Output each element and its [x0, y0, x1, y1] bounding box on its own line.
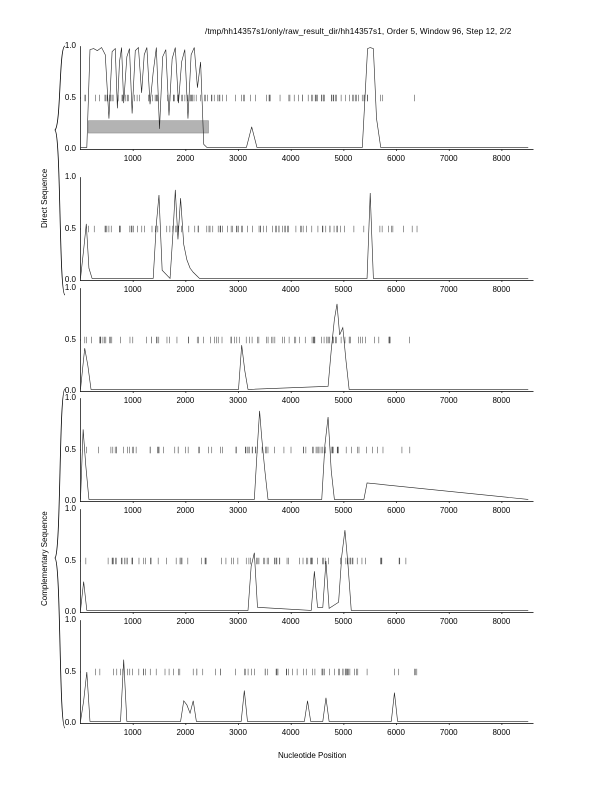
y-tick-label: 1.0: [64, 615, 76, 624]
x-tick-label: 2000: [176, 506, 195, 515]
y-tick-label: 0.0: [64, 144, 76, 153]
x-tick-label: 7000: [439, 396, 458, 405]
y-tick-label: 1.0: [64, 172, 76, 181]
y-tick-label: 0.5: [64, 223, 76, 233]
y-tick-label: 1.0: [64, 393, 76, 402]
x-tick-label: 3000: [229, 285, 247, 294]
x-tick-label: 1000: [123, 728, 142, 737]
x-tick-label: 5000: [334, 154, 353, 163]
x-tick-label: 8000: [492, 154, 511, 163]
y-tick-label: 1.0: [64, 283, 76, 292]
x-tick-label: 2000: [176, 154, 195, 163]
x-tick-label: 5000: [334, 396, 353, 405]
figure-title: /tmp/hh14357s1/only/raw_result_dir/hh14357s1, Order 5, Window 96, Step 12, 2/2: [205, 27, 512, 36]
y-axis-label-complementary: Complementary Sequence: [40, 511, 49, 606]
x-tick-label: 1000: [123, 396, 142, 405]
x-tick-label: 7000: [439, 617, 458, 626]
x-tick-label: 3000: [229, 506, 247, 515]
x-tick-label: 6000: [387, 728, 405, 737]
x-tick-label: 3000: [229, 617, 247, 626]
x-axis-label: Nucleotide Position: [278, 751, 347, 760]
x-tick-label: 6000: [387, 617, 405, 626]
x-tick-label: 8000: [492, 617, 511, 626]
x-tick-label: 6000: [387, 396, 405, 405]
x-tick-label: 6000: [387, 154, 405, 163]
y-axis-label-direct: Direct Sequence: [40, 168, 49, 228]
plot-panel-3: [80, 288, 535, 393]
x-tick-label: 3000: [229, 154, 247, 163]
series-line: [81, 530, 529, 610]
y-tick-label: 0.5: [64, 666, 76, 676]
x-tick-label: 2000: [176, 396, 195, 405]
y-tick-label: 0.5: [64, 92, 76, 102]
x-tick-label: 8000: [492, 396, 511, 405]
series-line: [81, 304, 529, 389]
x-tick-label: 4000: [281, 285, 300, 294]
orf-region-bar: [88, 121, 208, 133]
x-tick-label: 5000: [334, 617, 353, 626]
x-tick-label: 2000: [176, 617, 195, 626]
series-line: [81, 660, 529, 722]
y-tick-label: 0.0: [64, 275, 76, 284]
plot-panel-4: [80, 398, 535, 503]
x-tick-label: 6000: [387, 285, 405, 294]
y-tick-label: 0.0: [64, 496, 76, 505]
series-line: [81, 411, 529, 500]
y-tick-label: 0.5: [64, 444, 76, 454]
x-tick-label: 4000: [281, 154, 300, 163]
x-tick-label: 8000: [492, 728, 511, 737]
x-tick-label: 7000: [439, 506, 458, 515]
x-tick-label: 8000: [492, 285, 511, 294]
plot-panel-6: [80, 620, 535, 725]
x-tick-label: 5000: [334, 285, 353, 294]
y-tick-label: 0.5: [64, 555, 76, 565]
y-tick-label: 1.0: [64, 504, 76, 513]
x-tick-label: 7000: [439, 728, 458, 737]
x-tick-label: 3000: [229, 728, 247, 737]
series-line: [81, 190, 529, 279]
x-tick-label: 5000: [334, 728, 353, 737]
y-tick-label: 0.0: [64, 607, 76, 616]
x-tick-label: 7000: [439, 285, 458, 294]
plot-panel-2: [80, 177, 535, 282]
x-tick-label: 8000: [492, 506, 511, 515]
x-tick-label: 7000: [439, 154, 458, 163]
x-tick-label: 1000: [123, 506, 142, 515]
x-tick-label: 4000: [281, 617, 300, 626]
plot-panel-1: [80, 46, 535, 151]
y-tick-label: 0.0: [64, 718, 76, 727]
y-tick-label: 0.5: [64, 334, 76, 344]
x-tick-label: 6000: [387, 506, 405, 515]
x-tick-label: 3000: [229, 396, 247, 405]
x-tick-label: 1000: [123, 285, 142, 294]
y-tick-label: 0.0: [64, 386, 76, 395]
x-tick-label: 4000: [281, 728, 300, 737]
x-tick-label: 2000: [176, 728, 195, 737]
x-tick-label: 1000: [123, 154, 142, 163]
x-tick-label: 2000: [176, 285, 195, 294]
x-tick-label: 4000: [281, 396, 300, 405]
x-tick-label: 1000: [123, 617, 142, 626]
x-tick-label: 5000: [334, 506, 353, 515]
y-tick-label: 1.0: [64, 41, 76, 50]
plot-panel-5: [80, 509, 535, 614]
x-tick-label: 4000: [281, 506, 300, 515]
